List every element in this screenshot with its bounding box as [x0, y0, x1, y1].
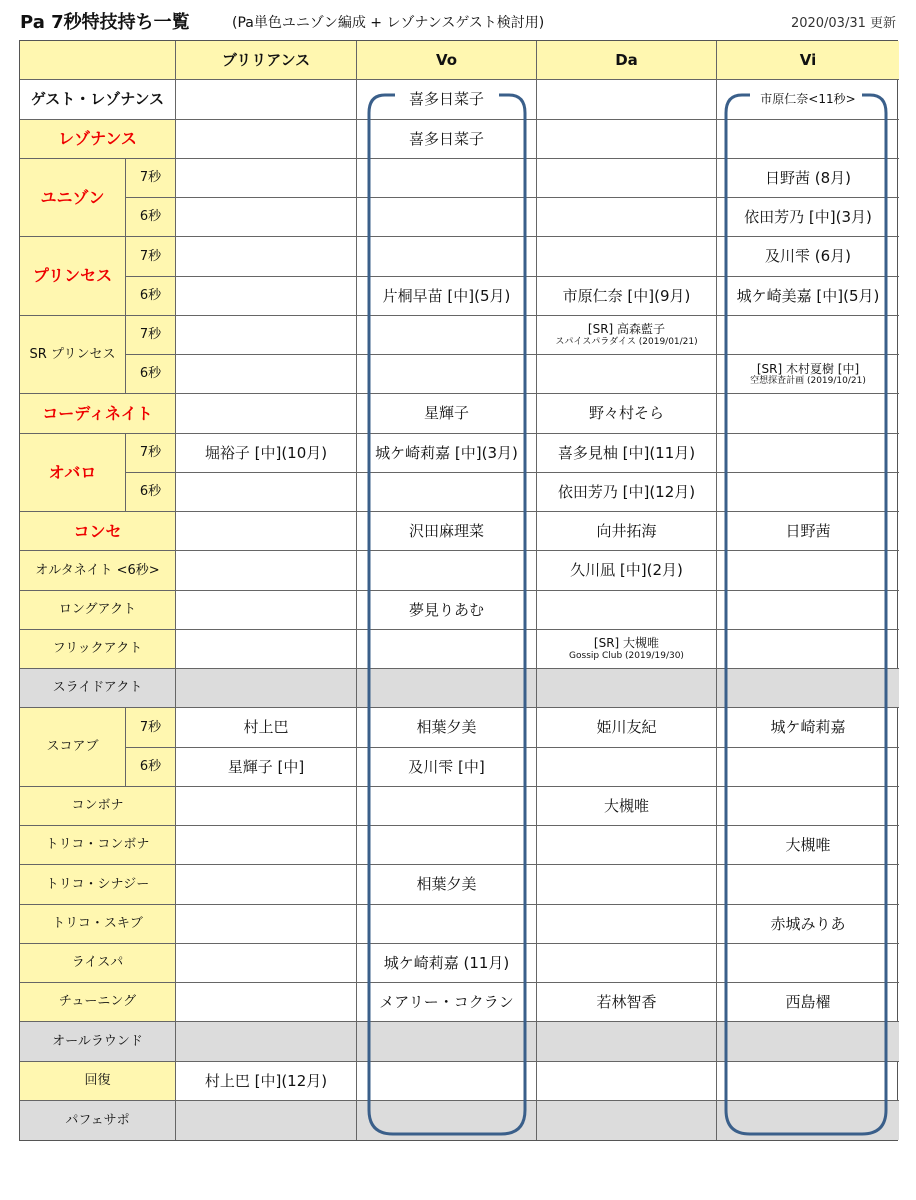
seconds-6: 6秒 — [126, 355, 176, 394]
table-cell — [717, 591, 899, 630]
col-header-da: Da — [537, 41, 717, 80]
table-cell: 依田芳乃 [中](12月) — [537, 473, 717, 512]
skill-table — [19, 40, 898, 1141]
table-cell — [357, 551, 537, 590]
seconds-6: 6秒 — [126, 277, 176, 316]
table-cell — [357, 355, 537, 394]
table-cell: 赤城みりあ — [717, 905, 899, 944]
table-cell — [537, 237, 717, 276]
table-cell: 堀裕子 [中](10月) — [176, 434, 357, 473]
table-cell — [176, 80, 357, 119]
row-label-alternate: オルタネイト <6秒> — [20, 551, 176, 590]
row-label-slide-act: スライドアクト — [20, 669, 176, 708]
table-cell — [537, 630, 717, 669]
table-cell — [717, 630, 899, 669]
table-cell — [717, 1062, 899, 1101]
row-label-recovery: 回復 — [20, 1062, 176, 1101]
row-label-resonance: レゾナンス — [20, 120, 176, 159]
table-cell — [537, 316, 717, 355]
table-cell — [176, 473, 357, 512]
table-cell: 野々村そら — [537, 394, 717, 433]
table-cell: 城ケ崎莉嘉 [中](3月) — [357, 434, 537, 473]
seconds-6: 6秒 — [126, 198, 176, 237]
table-cell — [717, 316, 899, 355]
table-cell: 城ケ崎莉嘉 (11月) — [357, 944, 537, 983]
table-cell: 及川雫 (6月) — [717, 237, 899, 276]
table-cell: 向井拓海 — [537, 512, 717, 551]
table-cell: 城ケ崎美嘉 [中](5月) — [717, 277, 899, 316]
row-label-flick-act: フリックアクト — [20, 630, 176, 669]
card-name: [SR] 大槻唯 — [593, 636, 660, 651]
table-cell: 大槻唯 — [537, 787, 717, 826]
card-title: 空想探査計画 (2019/10/21) — [750, 375, 866, 386]
row-label-guest-resonance: ゲスト・レゾナンス — [20, 80, 176, 119]
table-cell: 星輝子 [中] — [176, 748, 357, 787]
table-cell: 大槻唯 — [717, 826, 899, 865]
table-cell — [176, 826, 357, 865]
col-header-vo: Vo — [357, 41, 537, 80]
table-cell — [357, 826, 537, 865]
table-cell — [537, 669, 717, 708]
table-cell: 喜多日菜子 — [357, 80, 537, 119]
table-cell — [176, 551, 357, 590]
seconds-7: 7秒 — [126, 708, 176, 747]
table-cell — [717, 669, 899, 708]
row-label-sr-princess: SR プリンセス — [20, 316, 126, 395]
table-cell — [176, 630, 357, 669]
table-cell — [176, 944, 357, 983]
table-cell — [176, 355, 357, 394]
table-cell — [537, 198, 717, 237]
seconds-6: 6秒 — [126, 473, 176, 512]
table-cell: 村上巴 [中](12月) — [176, 1062, 357, 1101]
row-label-overload: オバロ — [20, 434, 126, 513]
table-cell — [717, 865, 899, 904]
table-cell — [537, 80, 717, 119]
seconds-7: 7秒 — [126, 434, 176, 473]
table-cell — [537, 120, 717, 159]
table-cell — [176, 512, 357, 551]
table-cell — [357, 1062, 537, 1101]
table-cell — [717, 1022, 899, 1061]
table-cell — [176, 905, 357, 944]
table-cell — [357, 237, 537, 276]
table-cell: 依田芳乃 [中](3月) — [717, 198, 899, 237]
row-label-combo-bonus: コンボナ — [20, 787, 176, 826]
table-cell — [357, 473, 537, 512]
row-label-princess: プリンセス — [20, 237, 126, 316]
table-cell — [537, 355, 717, 394]
table-cell: 星輝子 — [357, 394, 537, 433]
card-name: [SR] 木村夏樹 [中] — [756, 361, 860, 376]
row-label-tricolor-synergy: トリコ・シナジー — [20, 865, 176, 904]
table-cell: 姫川友紀 — [537, 708, 717, 747]
table-cell: 片桐早苗 [中](5月) — [357, 277, 537, 316]
updated-date: 2020/03/31 更新 — [790, 16, 896, 31]
table-cell — [537, 865, 717, 904]
table-cell — [176, 669, 357, 708]
table-cell — [176, 394, 357, 433]
table-cell: 市原仁奈 [中](9月) — [537, 277, 717, 316]
table-cell — [537, 826, 717, 865]
table-cell — [537, 1022, 717, 1061]
card-title: Gossip Club (2019/19/30) — [569, 650, 684, 661]
table-cell — [357, 1022, 537, 1061]
table-cell: 城ケ崎莉嘉 — [717, 708, 899, 747]
table-cell — [176, 198, 357, 237]
table-cell: 喜多見柚 [中](11月) — [537, 434, 717, 473]
table-cell — [176, 159, 357, 198]
table-cell: 及川雫 [中] — [357, 748, 537, 787]
table-cell — [176, 787, 357, 826]
row-label-concentration: コンセ — [20, 512, 176, 551]
table-cell: 喜多日菜子 — [357, 120, 537, 159]
page-title: Pa 7秒特技持ち一覧 — [20, 12, 190, 33]
table-cell — [176, 1022, 357, 1061]
table-cell: 日野茜 — [717, 512, 899, 551]
table-cell — [357, 198, 537, 237]
table-cell — [357, 316, 537, 355]
table-cell — [537, 159, 717, 198]
table-cell — [176, 591, 357, 630]
col-header-brilliance: ブリリアンス — [176, 41, 357, 80]
table-cell — [176, 316, 357, 355]
table-cell: 夢見りあむ — [357, 591, 537, 630]
table-cell: 若林智香 — [537, 983, 717, 1022]
table-cell — [176, 237, 357, 276]
table-cell — [176, 865, 357, 904]
table-cell — [537, 591, 717, 630]
table-cell — [357, 669, 537, 708]
seconds-7: 7秒 — [126, 159, 176, 198]
table-cell — [357, 159, 537, 198]
table-cell — [717, 748, 899, 787]
table-cell: 相葉夕美 — [357, 865, 537, 904]
table-cell: 日野茜 (8月) — [717, 159, 899, 198]
row-label-coordinate: コーディネイト — [20, 394, 176, 433]
table-cell — [176, 1101, 357, 1140]
table-cell — [357, 787, 537, 826]
table-cell: 市原仁奈<11秒> — [717, 80, 899, 119]
row-label-tricolor-combo: トリコ・コンボナ — [20, 826, 176, 865]
table-cell — [717, 434, 899, 473]
seconds-7: 7秒 — [126, 316, 176, 355]
table-cell — [717, 394, 899, 433]
corner-cell — [20, 41, 176, 80]
table-cell — [357, 630, 537, 669]
row-label-perfect-support: パフェサポ — [20, 1101, 176, 1140]
col-header-vi: Vi — [717, 41, 899, 80]
row-label-all-round: オールラウンド — [20, 1022, 176, 1061]
table-cell: 村上巴 — [176, 708, 357, 747]
table-cell — [717, 1101, 899, 1140]
table-cell — [537, 905, 717, 944]
table-cell — [176, 277, 357, 316]
table-cell — [537, 748, 717, 787]
table-cell — [357, 1101, 537, 1140]
table-cell — [717, 944, 899, 983]
table-cell: 久川凪 [中](2月) — [537, 551, 717, 590]
table-cell — [357, 905, 537, 944]
table-cell — [717, 473, 899, 512]
table-cell: メアリー・コクラン — [357, 983, 537, 1022]
table-cell — [537, 1101, 717, 1140]
row-label-unison: ユニゾン — [20, 159, 126, 238]
table-cell: 沢田麻理菜 — [357, 512, 537, 551]
card-name: [SR] 高森藍子 — [587, 322, 666, 337]
card-title: スパイスパラダイス (2019/01/21) — [555, 336, 698, 347]
page-subtitle: (Pa単色ユニゾン編成 + レゾナンスゲスト検討用) — [232, 15, 545, 31]
table-cell — [717, 551, 899, 590]
table-cell — [717, 120, 899, 159]
seconds-6: 6秒 — [126, 748, 176, 787]
table-cell: 西島櫂 — [717, 983, 899, 1022]
table-cell: 相葉夕美 — [357, 708, 537, 747]
row-label-tuning: チューニング — [20, 983, 176, 1022]
row-label-tricolor-skip: トリコ・スキブ — [20, 905, 176, 944]
table-cell — [537, 944, 717, 983]
table-cell — [176, 983, 357, 1022]
row-label-long-act: ロングアクト — [20, 591, 176, 630]
table-cell — [717, 787, 899, 826]
seconds-7: 7秒 — [126, 237, 176, 276]
table-cell — [176, 120, 357, 159]
row-label-score-up: スコアブ — [20, 708, 126, 787]
table-cell — [717, 355, 899, 394]
row-label-life-sparkle: ライスパ — [20, 944, 176, 983]
table-cell — [537, 1062, 717, 1101]
